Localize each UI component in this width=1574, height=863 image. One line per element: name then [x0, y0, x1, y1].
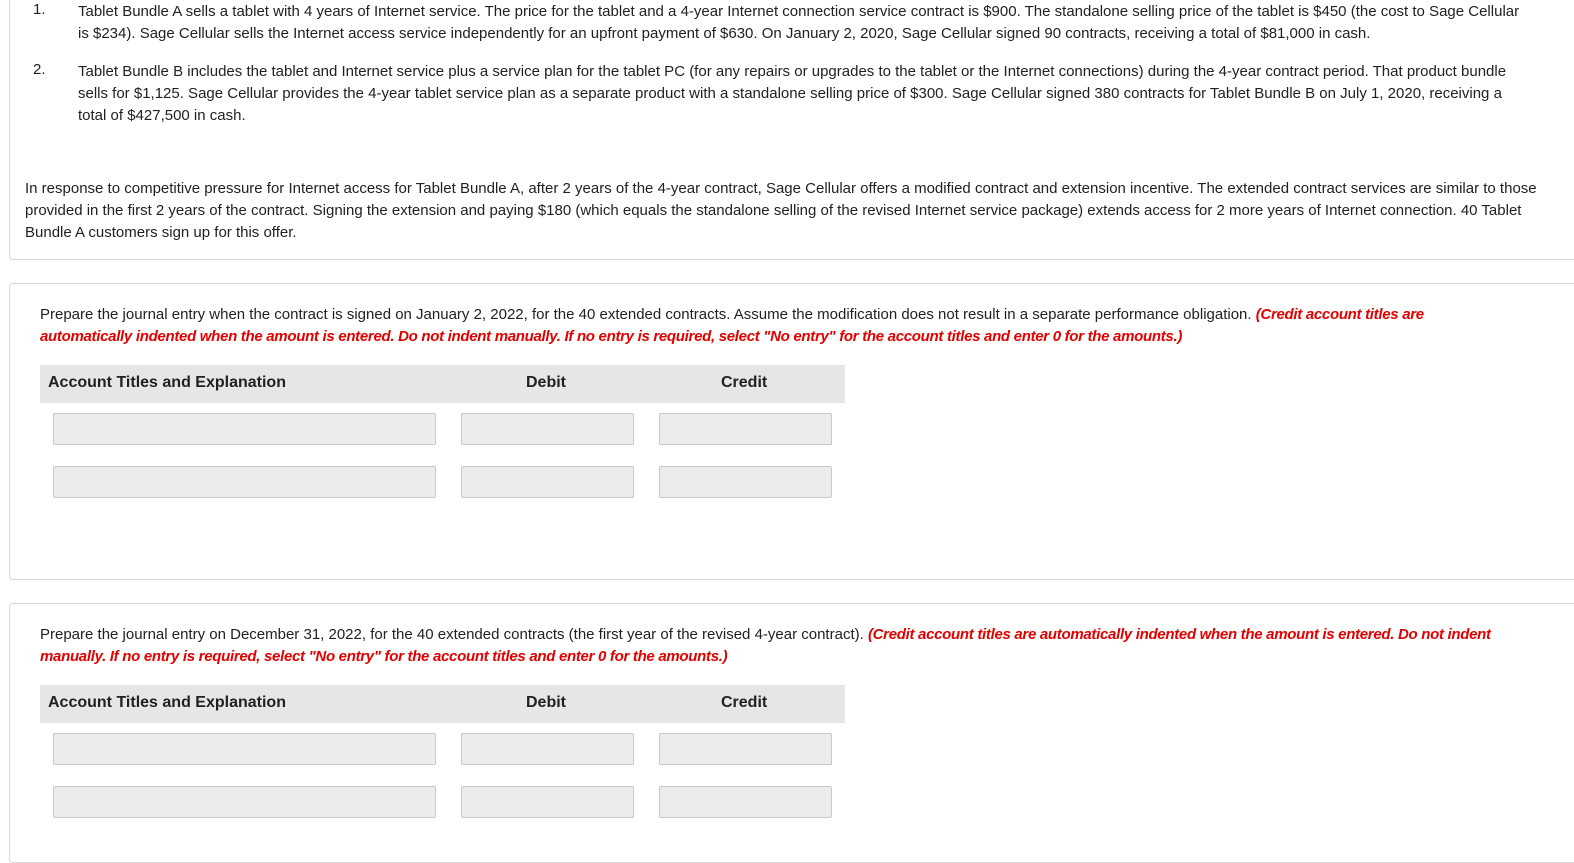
- problem-paragraph: In response to competitive pressure for Internet access for Tablet Bundle A, after 2 years of the 4-year contract, Sage Cellular offers a modified contract and extension incentive. The extended contract services are similar to those provided in the first 2 years of the contract. Signing the extension and paying $180 (which equals the standalone selling of the revised Internet service package) extends access for 2 more years of Internet connection. 40 Tablet Bundle A customers sign up for this offer.: [25, 180, 1537, 241]
- account-title-input[interactable]: [53, 733, 436, 765]
- journal-entry-card-1: [9, 283, 1574, 580]
- item-number: 1.: [33, 1, 46, 18]
- prompt-text: Prepare the journal entry on December 31, 2022, for the 40 extended contracts (the first year of the revised 4-year contract).: [40, 626, 868, 643]
- account-column-header: Account Titles and Explanation: [48, 694, 286, 711]
- account-title-input[interactable]: [53, 466, 436, 498]
- debit-column-header: Debit: [526, 374, 566, 391]
- credit-amount-input[interactable]: [659, 786, 832, 818]
- account-title-input[interactable]: [53, 786, 436, 818]
- instruction-text: (Credit account titles are automatically indented when the amount is entered. Do not indent manually. If no entry is required, select "No entry" for the account titles and enter 0 for the amounts.): [40, 626, 1491, 665]
- account-title-input[interactable]: [53, 413, 436, 445]
- debit-amount-input[interactable]: [461, 466, 634, 498]
- instruction-text: (Credit account titles are automatically indented when the amount is entered. Do not indent manually. If no entry is required, select "No entry" for the account titles and enter 0 for the amounts.): [40, 306, 1424, 345]
- item-number: 2.: [33, 61, 46, 78]
- credit-amount-input[interactable]: [659, 413, 832, 445]
- credit-amount-input[interactable]: [659, 466, 832, 498]
- question-prompt: [40, 304, 1510, 348]
- journal-table-header: [40, 365, 845, 403]
- item-text: Tablet Bundle B includes the tablet and Internet service plus a service plan for the tablet PC (for any repairs or upgrades to the tablet or the Internet connections) during the 4-year contract period. That product bundle sells for $1,125. Sage Cellular provides the 4-year tablet service plan as a separate product with a standalone selling price of $300. Sage Cellular signed 380 contracts for Tablet Bundle B on July 1, 2020, receiving a total of $427,500 in cash.: [78, 63, 1507, 124]
- debit-amount-input[interactable]: [461, 733, 634, 765]
- debit-column-header: Debit: [526, 694, 566, 711]
- prompt-text: Prepare the journal entry when the contract is signed on January 2, 2022, for the 40 extended contracts. Assume the modification does not result in a separate performance obligation.: [40, 306, 1256, 323]
- question-prompt: [40, 624, 1510, 668]
- journal-entry-card-2: [9, 603, 1574, 863]
- debit-amount-input[interactable]: [461, 786, 634, 818]
- account-column-header: Account Titles and Explanation: [48, 374, 286, 391]
- credit-amount-input[interactable]: [659, 733, 832, 765]
- debit-amount-input[interactable]: [461, 413, 634, 445]
- credit-column-header: Credit: [721, 374, 768, 391]
- credit-column-header: Credit: [721, 694, 768, 711]
- journal-table-header: [40, 685, 845, 723]
- item-text: Tablet Bundle A sells a tablet with 4 years of Internet service. The price for the tablet and a 4-year Internet connection service contract is $900. The standalone selling price of the tablet is $450 (the cost to Sage Cellular is $234). Sage Cellular sells the Internet access service independently for an upfront payment of $630. On January 2, 2020, Sage Cellular signed 90 contracts, receiving a total of $81,000 in cash.: [78, 3, 1520, 42]
